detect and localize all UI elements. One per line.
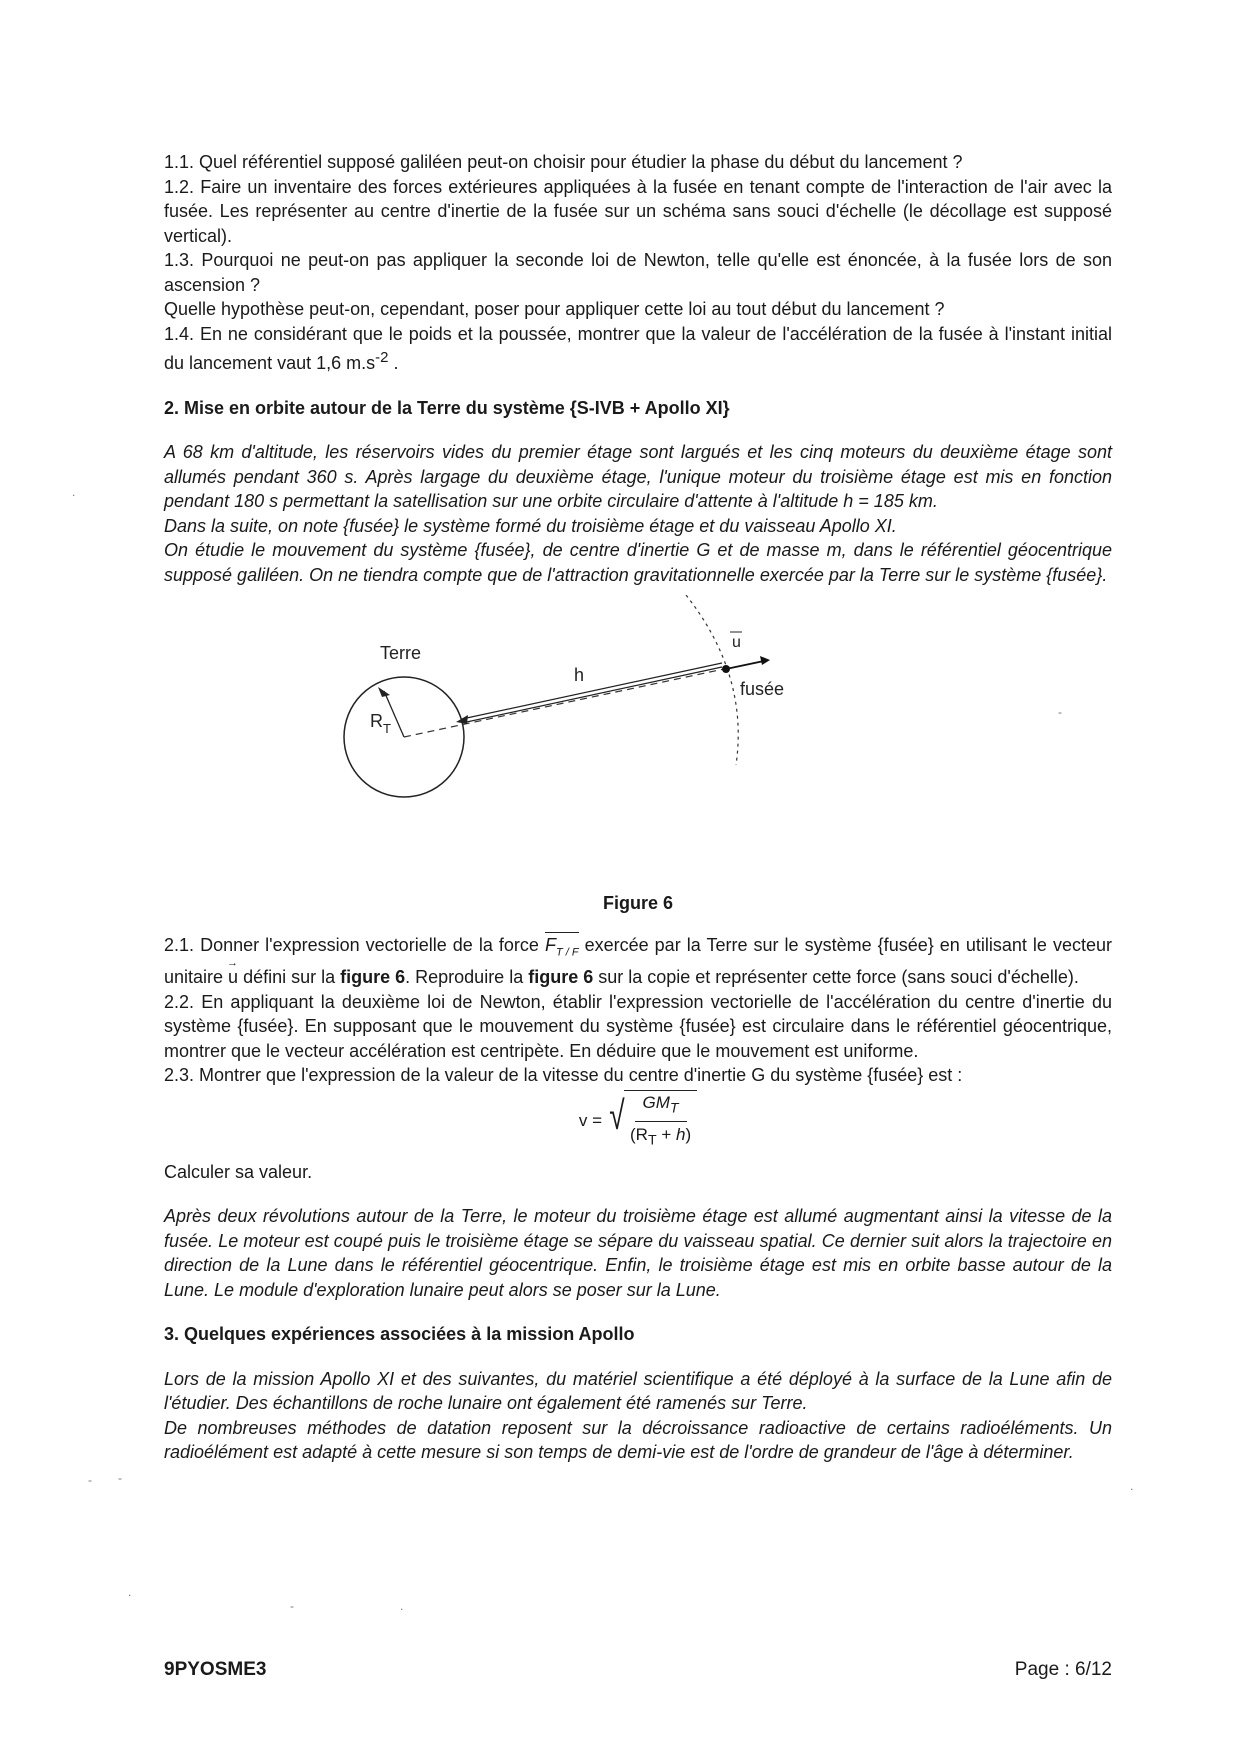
earth-radius-arrowhead: [378, 687, 390, 697]
orbit-diagram: [164, 595, 1112, 891]
question-2-1-a: 2.1. Donner l'expression vectorielle de la force: [164, 935, 545, 955]
formula-lhs: v =: [578, 1111, 603, 1131]
velocity-formula: [164, 1092, 1112, 1152]
section-3-paragraph-1: Lors de la mission Apollo XI et des suivantes, du matériel scientifique a été déployé à la surface de la Lune afin de l'étudier. Des échantillons de roche lunaire ont également été ramenés sur Terre.: [164, 1368, 1112, 1414]
label-h: h: [574, 665, 585, 685]
formula-denominator: [630, 1122, 691, 1153]
section-2-title: 2. Mise en orbite autour de la Terre du système {S-IVB + Apollo XI}: [164, 397, 730, 418]
question-1-4: [164, 322, 1112, 376]
formula-den-close: ): [685, 1124, 692, 1144]
label-rt-subscript: T: [383, 721, 391, 736]
question-2-3: 2.3. Montrer que l'expression de la valeur de la vitesse du centre d'inertie G du système {fusée} est :: [164, 1065, 963, 1086]
label-fusee: fusée: [740, 679, 785, 699]
label-rt: R: [370, 711, 383, 731]
question-1-1: 1.1. Quel référentiel supposé galiléen peut-on choisir pour étudier la phase du début du lancement ?: [164, 152, 963, 172]
question-1-3: 1.3. Pourquoi ne peut-on pas appliquer la seconde loi de Newton, telle qu'elle est énoncée, à la fusée lors de son ascension ?: [164, 250, 1112, 295]
force-vector-symbol: [545, 933, 579, 965]
formula-sqrt: [606, 1090, 697, 1153]
unit-vector-arrowhead: [760, 656, 770, 665]
formula-numerator: [635, 1091, 687, 1121]
figure-ref-2: figure 6: [528, 967, 594, 988]
center-to-rocket-dashed-line: [404, 669, 724, 737]
question-1-4-end: .: [388, 353, 399, 373]
force-vector-main: F: [544, 935, 556, 955]
unit-vector-symbol: → u: [228, 965, 238, 990]
page-footer: [164, 1658, 1112, 1683]
section-2-intro-2: Dans la suite, on note {fusée} le système formé du troisième étage et du vaisseau Apollo XI.: [164, 515, 897, 536]
label-u: u: [732, 634, 741, 651]
page-body: [164, 150, 1112, 1465]
question-2-1-b: exercée par la Terre sur le système {fusée} en utilisant le vecteur unitaire: [164, 935, 1112, 988]
question-1-3-hypothesis: Quelle hypothèse peut-on, cependant, poser pour appliquer cette loi au tout début du lancement ?: [164, 299, 945, 319]
after-orbit-text: Après deux révolutions autour de la Terre, le moteur du troisième étage est allumé augmentant ainsi la vitesse de la fusée. Le moteur est coupé puis le troisième étage se sépare du vaisseau spatial. Ce dernier suit alors la trajectoire en direction de la Lune dans le référentiel géocentrique. Enfin, le troisième étage est mis en orbite basse autour de la Lune. Le module d'exploration lunaire peut alors se poser sur la Lune.: [164, 1206, 1112, 1300]
page-number: Page : 6/12: [1014, 1659, 1112, 1680]
section-3-title: 3. Quelques expériences associées à la mission Apollo: [164, 1324, 635, 1345]
altitude-line-lower: [462, 667, 722, 723]
sqrt-sign: √: [609, 1094, 625, 1139]
force-vector-subscript: T / F: [555, 946, 579, 959]
altitude-arrowhead: [456, 715, 468, 724]
formula-den-plus: +: [656, 1124, 676, 1144]
question-1-4-exponent: -2: [375, 349, 389, 366]
formula-num-sub: T: [669, 1100, 679, 1117]
unit-vector-u: [726, 661, 764, 669]
label-terre: Terre: [380, 643, 422, 663]
section-2-intro-1: A 68 km d'altitude, les réservoirs vides du premier étage sont largués et les cinq moteurs du deuxième étage sont allumés pendant 360 s. Après largage du deuxième étage, l'unique moteur du troisième étage est mis en fonction pendant 180 s permettant la satellisation sur une orbite circulaire d'attente à l'altitude h = 185 km.: [164, 442, 1112, 511]
question-1-2: 1.2. Faire un inventaire des forces extérieures appliquées à la fusée en tenant compte de l'interaction de l'air avec la fusée. Les représenter au centre d'inertie de la fusée sur un schéma sans souci d'échelle (le décollage est supposé vertical).: [164, 176, 1112, 246]
figure-6: [164, 595, 1112, 891]
question-2-1: [164, 933, 1112, 990]
formula-num-main: GM: [642, 1093, 670, 1113]
question-2-1-e: sur la copie et représenter cette force (sans souci d'échelle).: [593, 967, 1079, 988]
figure-ref-1: figure 6: [340, 967, 406, 988]
formula-den-sub: T: [647, 1131, 657, 1148]
question-2-2: 2.2. En appliquant la deuxième loi de Newton, établir l'expression vectorielle de l'accélération du centre d'inertie du système {fusée}. En supposant que le mouvement du système {fusée} est circulaire dans le référentiel géocentrique, montrer que le vecteur accélération est centripète. En déduire que le mouvement est uniforme.: [164, 991, 1112, 1061]
document-code: 9PYOSME3: [164, 1659, 267, 1680]
question-2-1-d: . Reproduire la: [405, 967, 529, 988]
altitude-line-upper: [462, 663, 722, 719]
formula-den-h: h: [675, 1124, 686, 1144]
question-1-4-text: 1.4. En ne considérant que le poids et la poussée, montrer que la valeur de l'accélération de la fusée à l'instant initial du lancement vaut 1,6 m.s: [164, 323, 1112, 373]
question-2-1-c: défini sur la: [238, 967, 341, 988]
section-3-paragraph-2: De nombreuses méthodes de datation reposent sur la décroissance radioactive de certains radioéléments. Un radioélément est adapté à cette mesure si son temps de demi-vie est de l'ordre de grandeur de l'âge à déterminer.: [164, 1417, 1112, 1463]
figure-6-caption: Figure 6: [602, 893, 673, 913]
formula-den-open: (R: [629, 1124, 648, 1144]
orbit-arc: [686, 595, 738, 765]
calculate-value: Calculer sa valeur.: [164, 1161, 313, 1182]
section-2-intro-3: On étudie le mouvement du système {fusée}, de centre d'inertie G et de masse m, dans le référentiel géocentrique supposé galiléen. On ne tiendra compte que de l'attraction gravitationnelle exercée par la Terre sur le système {fusée}.: [164, 540, 1112, 585]
formula-fraction: [624, 1090, 697, 1153]
